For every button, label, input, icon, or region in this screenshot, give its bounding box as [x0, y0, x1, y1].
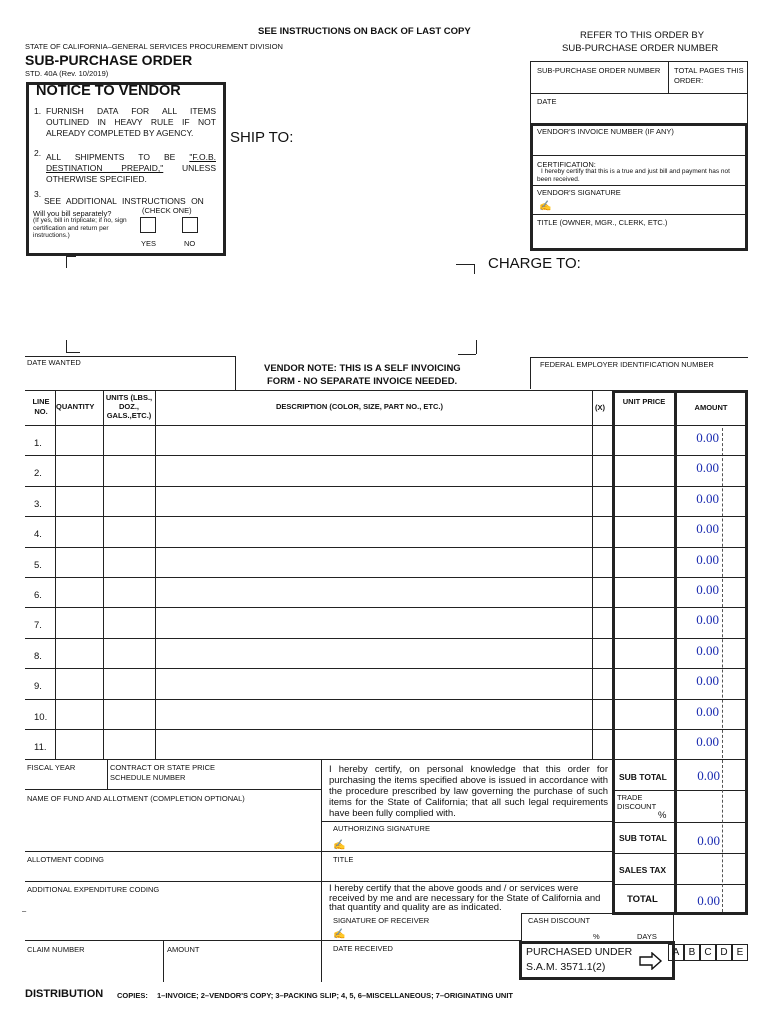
table-row[interactable]	[55, 577, 675, 607]
vendor-note-line-2: FORM - NO SEPARATE INVOICE NEEDED.	[267, 376, 458, 387]
total-pages-field[interactable]: TOTAL PAGES THIS ORDER:	[674, 66, 744, 85]
col-amount: AMOUNT	[694, 403, 728, 412]
additional-coding-field[interactable]: ADDITIONAL EXPENDITURE CODING	[27, 885, 160, 894]
row-amount: 0.00	[696, 582, 719, 597]
sub-total-2-label: SUB TOTAL	[619, 833, 667, 843]
amount-field[interactable]: AMOUNT	[167, 945, 200, 954]
purchased-under-line-1: PURCHASED UNDER	[526, 946, 633, 958]
distribution-label: DISTRIBUTION	[25, 988, 104, 1000]
sub-po-number-field[interactable]: SUB-PURCHASE ORDER NUMBER	[537, 66, 661, 75]
table-row[interactable]	[55, 486, 675, 516]
sales-tax-label: SALES TAX	[619, 865, 667, 875]
code-letter-cell[interactable]: D	[716, 944, 732, 961]
table-row[interactable]	[55, 607, 675, 637]
line-number: 9.	[34, 681, 42, 693]
signature-receiver-label: SIGNATURE OF RECEIVER	[333, 916, 430, 925]
col-description: DESCRIPTION (COLOR, SIZE, PART NO., ETC.)	[276, 402, 443, 411]
fein-field[interactable]: FEDERAL EMPLOYER IDENTIFICATION NUMBER	[540, 360, 714, 369]
vendor-title-field[interactable]: TITLE (OWNER, MGR., CLERK, ETC.)	[537, 218, 668, 227]
line-number: 7.	[34, 620, 42, 632]
arrow-right-icon	[639, 952, 663, 970]
vendor-heavy-rule	[530, 123, 748, 251]
pen-icon[interactable]: ✍	[333, 840, 346, 851]
trade-discount-label: TRADE DISCOUNT	[617, 793, 657, 811]
fund-name-field[interactable]: NAME OF FUND AND ALLOTMENT (COMPLETION OPTIONAL)	[27, 794, 245, 803]
charge-to-label: CHARGE TO:	[488, 255, 581, 272]
code-letter-cell[interactable]: A	[668, 944, 684, 961]
refer-line-2: SUB-PURCHASE ORDER NUMBER	[562, 43, 719, 54]
line-number: 8.	[34, 650, 42, 662]
row-amount: 0.00	[696, 460, 719, 476]
notice-item-2-num: 2.	[34, 148, 42, 158]
contract-number-field[interactable]: CONTRACT OR STATE PRICE SCHEDULE NUMBER	[110, 763, 216, 782]
total-value: 0.00	[697, 893, 720, 908]
line-number: 1.	[34, 438, 42, 449]
col-unit-price: UNIT PRICE	[622, 397, 666, 406]
instructions-note: SEE INSTRUCTIONS ON BACK OF LAST COPY	[258, 26, 471, 37]
certification-label: CERTIFICATION:	[537, 160, 596, 169]
cash-discount-field[interactable]: CASH DISCOUNT	[528, 916, 591, 925]
code-letter-cell[interactable]: B	[684, 944, 700, 961]
ship-to-label: SHIP TO:	[230, 129, 294, 146]
table-row[interactable]	[55, 729, 675, 759]
certification-text: I hereby certify that this is a true and just bill and payment has not been received.	[537, 168, 730, 183]
copies-label: COPIES:	[117, 991, 148, 1000]
allotment-coding-field[interactable]: ALLOTMENT CODING	[27, 855, 104, 864]
bill-no-checkbox[interactable]	[182, 217, 198, 233]
row-amount: 0.00	[696, 490, 719, 506]
trade-discount-percent: %	[658, 810, 667, 821]
yes-label: YES	[141, 239, 157, 248]
notice-item-1: FURNISH DATA FOR ALL ITEMS OUTLINED IN HEAVY RULE IF NOT ALREADY COMPLETED BY AGENCY.	[46, 106, 216, 138]
row-amount: 0.00	[696, 551, 719, 567]
line-number: 2.	[34, 468, 42, 480]
table-row[interactable]	[55, 547, 675, 577]
date-received-field[interactable]: DATE RECEIVED	[333, 944, 393, 953]
check-one-label: (CHECK ONE)	[142, 206, 192, 215]
table-row[interactable]	[55, 638, 675, 668]
bill-question: Will you bill separately?	[33, 209, 112, 218]
fiscal-year-field[interactable]: FISCAL YEAR	[27, 763, 76, 772]
certify-received-statement: I hereby certify that the above goods and / or services were received by me and are necessary for the State of California and that quantity and quality are as indicated.	[329, 883, 601, 913]
notice-heading: NOTICE TO VENDOR	[36, 83, 181, 99]
line-number: 11.	[34, 742, 47, 753]
row-amount: 0.00	[696, 673, 719, 689]
date-wanted-field[interactable]: DATE WANTED	[27, 358, 81, 367]
code-letter-cell[interactable]: C	[700, 944, 716, 961]
purchased-under-line-2: S.A.M. 3571.1(2)	[526, 961, 606, 973]
row-amount: 0.00	[696, 521, 719, 537]
agency-name: STATE OF CALIFORNIA–GENERAL SERVICES PROCUREMENT DIVISION	[25, 42, 283, 51]
line-number: 6.	[34, 590, 42, 601]
form-title: SUB-PURCHASE ORDER	[25, 52, 193, 68]
claim-number-field[interactable]: CLAIM NUMBER	[27, 945, 85, 954]
col-units: UNITS (LBS., DOZ., GALS.,ETC.)	[105, 393, 153, 420]
no-label: NO	[184, 239, 196, 248]
sub-total-2-value: 0.00	[697, 833, 720, 848]
row-amount: 0.00	[696, 734, 719, 749]
table-row[interactable]	[55, 516, 675, 546]
refer-line-1: REFER TO THIS ORDER BY	[580, 30, 705, 41]
row-amount: 0.00	[696, 612, 719, 628]
certify-statement: I hereby certify, on personal knowledge that this order for purchasing the items specified above is issued in accordance with the procedure prescribed by law governing the purchase of such items for the State of California; that all such legal requirements have been fully complied with.	[329, 764, 608, 819]
cash-discount-percent: %	[593, 932, 600, 941]
line-number: 4.	[34, 529, 42, 541]
notice-item-2: ALL SHIPMENTS TO BE "F.O.B. DESTINATION PREPAID," UNLESS OTHERWISE SPECIFIED.	[46, 152, 216, 184]
cash-discount-days: DAYS	[637, 932, 657, 941]
row-amount: 0.00	[696, 430, 719, 445]
line-number: 10.	[34, 711, 48, 723]
row-amount: 0.00	[696, 703, 719, 719]
pen-icon[interactable]: ✍	[539, 201, 552, 212]
authorizing-signature-label: AUTHORIZING SIGNATURE	[333, 824, 430, 833]
code-letter-cell[interactable]: E	[732, 944, 748, 961]
sub-total-value: 0.00	[697, 768, 720, 783]
sub-total-label: SUB TOTAL	[619, 772, 667, 782]
notice-item-3-num: 3.	[34, 189, 42, 199]
pen-icon[interactable]: ✍	[333, 929, 346, 940]
total-label: TOTAL	[627, 894, 658, 905]
table-row[interactable]	[55, 425, 675, 455]
vendor-signature-label: VENDOR'S SIGNATURE	[537, 188, 621, 197]
bill-yes-checkbox[interactable]	[140, 217, 156, 233]
line-number: 3.	[34, 498, 42, 510]
row-amount: 0.00	[696, 642, 719, 658]
title-field[interactable]: TITLE	[333, 855, 354, 864]
line-number: 5.	[34, 559, 42, 571]
col-x: (X)	[595, 403, 605, 412]
vendor-note-line-1: VENDOR NOTE: THIS IS A SELF INVOICING	[264, 363, 461, 374]
col-line-no: LINE NO.	[32, 397, 50, 416]
col-quantity: QUANTITY	[56, 402, 95, 411]
table-row[interactable]	[55, 455, 675, 485]
vendor-invoice-field[interactable]: VENDOR'S INVOICE NUMBER (IF ANY)	[537, 127, 674, 136]
notice-item-1-num: 1.	[34, 106, 42, 116]
table-row[interactable]	[55, 668, 675, 698]
notice-item-3: SEE ADDITIONAL INSTRUCTIONS ON	[44, 196, 204, 206]
form-number: STD. 40A (Rev. 10/2019)	[25, 69, 109, 78]
copies-text: 1–INVOICE; 2–VENDOR'S COPY; 3–PACKING SLIP; 4, 5, 6–MISCELLANEOUS; 7–ORIGINATING UNIT	[157, 991, 514, 1000]
date-field[interactable]: DATE	[537, 97, 557, 106]
bill-detail: (If yes, bill in triplicate; if no, sign certification and return per instructions.)	[33, 217, 127, 239]
table-row[interactable]	[55, 699, 675, 729]
